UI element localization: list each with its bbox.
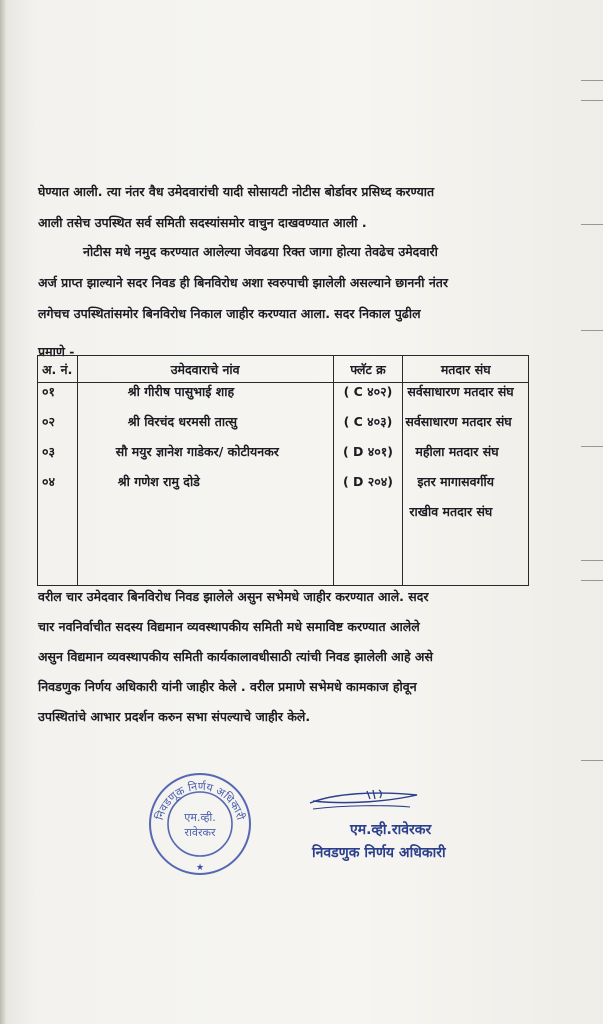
text-line: उपस्थितांचे आभार प्रदर्शन करुन सभा संपल्याचे जाहीर केले. xyxy=(38,709,311,724)
stamp-inner-ring xyxy=(168,792,232,856)
margin-line xyxy=(581,560,603,561)
cell-serial-no: ०४ xyxy=(38,473,78,503)
official-stamp xyxy=(148,772,252,876)
cell-candidate-name: श्री गणेश रामु दोडे xyxy=(77,473,333,503)
text-line: चार नवनिर्वाचीत सदस्य विद्यमान व्यवस्थापकीय समिती मधे समाविष्ट करण्यात आलेले xyxy=(38,619,420,634)
header-constituency: मतदार संघ xyxy=(403,356,529,383)
margin-line xyxy=(581,100,603,101)
cell-constituency: सर्वसाधारण मतदार संघ xyxy=(403,413,529,443)
cell-serial-no: ०३ xyxy=(38,443,78,473)
margin-line xyxy=(581,760,603,761)
text-line: अर्ज प्राप्त झाल्याने सदर निवड ही बिनविरोध अशा स्वरुपाची झालेली असल्याने छाननी नंतर xyxy=(38,275,449,290)
stamp-star-icon: ★ xyxy=(195,863,205,873)
margin-line xyxy=(581,446,603,447)
cell-serial-no: ०१ xyxy=(38,383,78,414)
cell-candidate-name: श्री गीरीष पासुभाई शाह xyxy=(77,383,333,414)
margin-line xyxy=(581,224,603,225)
cell-flat-no: ( C ४०२) xyxy=(333,383,403,414)
cell-constituency: सर्वसाधारण मतदार संघ xyxy=(403,383,529,414)
table-row xyxy=(38,383,529,414)
stamp-center-line-1: एम.व्ही. xyxy=(184,811,216,824)
stamp-ring-text: निवडणूक निर्णय अधिकारी xyxy=(152,779,248,822)
text-line: आली तसेच उपस्थित सर्व समिती सदस्यांसमोर वाचुन दाखवण्यात आली . xyxy=(38,215,367,230)
header-flat-no: फ्लॅट क्र xyxy=(333,356,403,383)
table-row xyxy=(38,473,529,503)
text-line: असुन विद्यमान व्यवस्थापकीय समिती कार्यकालावधीसाठी त्यांची निवड झालेली आहे असे xyxy=(38,649,433,664)
cell-candidate-name: सौ मयुर ज्ञानेश गाडेकर/ कोटीयनकर xyxy=(77,443,333,473)
table-row xyxy=(38,443,529,473)
header-candidate-name: उमेदवाराचे नांव xyxy=(77,356,333,383)
election-results-table xyxy=(37,355,529,586)
text-line: घेण्यात आली. त्या नंतर वैध उमेदवारांची यादी सोसायटी नोटीस बोर्डावर प्रसिध्द करण्यात xyxy=(38,184,435,199)
cell-constituency-continued: राखीव मतदार संघ xyxy=(403,503,529,533)
stamp-center-line-2: रावेरकर xyxy=(184,826,216,839)
text-line: वरील चार उमेदवार बिनविरोध निवड झालेले असुन सभेमधे जाहीर करण्यात आले. सदर xyxy=(38,589,429,604)
cell-flat-no: ( C ४०३) xyxy=(333,413,403,443)
margin-line xyxy=(581,80,603,81)
margin-line xyxy=(581,580,603,581)
signatory-name: एम.व्ही.रावेरकर xyxy=(350,822,432,838)
text-line: नोटीस मधे नमुद करण्यात आलेल्या जेवढया रिक्त जागा होत्या तेवढेच उमेदवारी xyxy=(83,244,438,259)
cell-flat-no: ( D २०४) xyxy=(333,473,403,503)
cell-candidate-name: श्री विरचंद धरमसी तात्‍सु xyxy=(77,413,333,443)
text-line: निवडणुक निर्णय अधिकारी यांनी जाहीर केले . वरील प्रमाणे सभेमधे कामकाज होवून xyxy=(38,679,417,694)
signature-scribble-icon xyxy=(305,785,425,815)
text-line: लगेचच उपस्थितांसमोर बिनविरोध निकाल जाहीर करण्यात आला. सदर निकाल पुढील xyxy=(38,306,421,321)
text-line: प्रमाणे - xyxy=(38,344,75,359)
cell-constituency: इतर मागासवर्गीय xyxy=(403,473,529,503)
table-row xyxy=(38,413,529,443)
cell-constituency: महीला मतदार संघ xyxy=(403,443,529,473)
table-header-row xyxy=(38,356,529,383)
cell-flat-no: ( D ४०१) xyxy=(333,443,403,473)
signatory-title: निवडणुक निर्णय अधिकारी xyxy=(312,845,446,861)
page-binding-edge xyxy=(0,0,6,1024)
header-serial-no: अ. नं. xyxy=(38,356,78,383)
margin-line xyxy=(581,330,603,331)
cell-serial-no: ०२ xyxy=(38,413,78,443)
table-row xyxy=(38,503,529,533)
